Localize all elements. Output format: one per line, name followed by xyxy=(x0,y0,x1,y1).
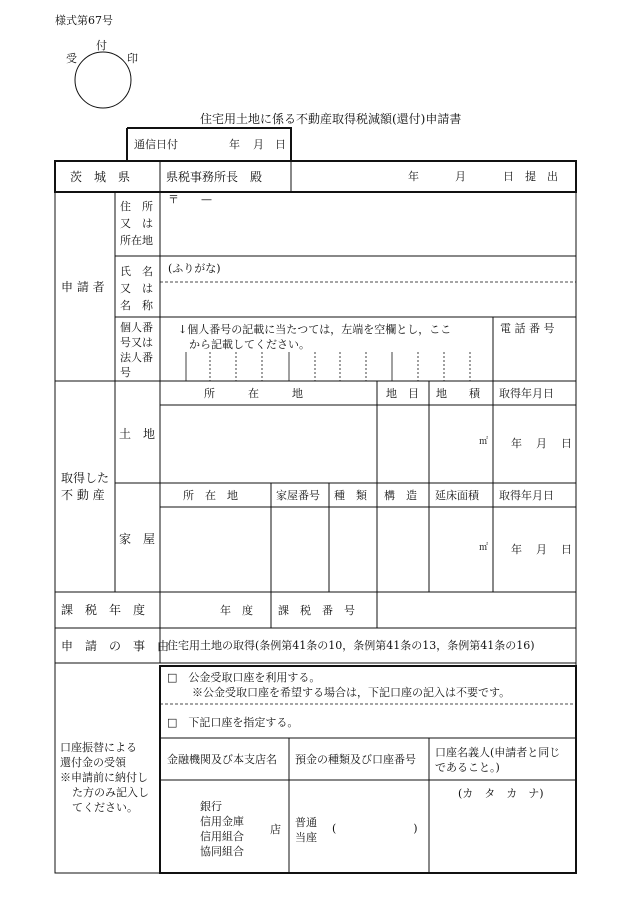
land-header-location: 所 在 地 xyxy=(204,387,303,400)
house-header-number: 家屋番号 xyxy=(276,489,320,502)
submit-date-month: 月 xyxy=(455,170,466,183)
land-location-input[interactable] xyxy=(162,407,375,481)
bank-type-list: 銀行 信用金庫 信用組合 協同組合 xyxy=(200,800,244,858)
name-input[interactable] xyxy=(162,284,574,315)
reception-stamp-circle xyxy=(75,52,131,108)
tax-office-addressee: 県税事務所長 殿 xyxy=(166,170,263,184)
form-outer-border xyxy=(55,161,576,192)
land-acquired-day: 日 xyxy=(561,437,572,450)
house-header-floor-area: 延床面積 xyxy=(435,489,479,502)
furigana-label: (ふりがな) xyxy=(168,262,221,275)
tax-year-input[interactable] xyxy=(162,594,217,626)
land-category-input[interactable] xyxy=(379,407,427,481)
house-type-input[interactable] xyxy=(331,509,375,590)
designate-account-option[interactable]: □ 下記口座を指定する。 xyxy=(167,716,299,729)
name-label: 氏 名 又 は 名 称 xyxy=(120,265,153,312)
account-type-list: 普通 当座 xyxy=(295,816,317,844)
prefecture-name: 茨 城 県 xyxy=(70,170,131,184)
land-header-category: 地 目 xyxy=(386,387,419,400)
transmission-date-year: 年 xyxy=(229,138,240,151)
land-header-area: 地 積 xyxy=(436,387,480,400)
tax-number-label: 課 税 番 号 xyxy=(278,604,355,617)
submit-date-day: 日 提 出 xyxy=(503,170,558,183)
house-location-input[interactable] xyxy=(162,509,269,590)
furigana-input[interactable] xyxy=(240,258,574,280)
form-number: 様式第67号 xyxy=(55,14,113,27)
id-number-note: ↓個人番号の記載に当たつては，左端を空欄とし，ここ から記載してください。 xyxy=(178,323,452,351)
land-acquired-month: 月 xyxy=(536,437,547,450)
public-account-note: ※公金受取口座を希望する場合は，下記口座の記入は不要です。 xyxy=(192,686,511,699)
account-holder-input[interactable] xyxy=(431,803,574,871)
house-acquired-day: 日 xyxy=(561,543,572,556)
reason-text: 住宅用土地の取得(条例第41条の10，条例第41条の13，条例第41条の16) xyxy=(167,639,535,652)
tax-year-unit: 年 度 xyxy=(220,604,253,617)
house-area-unit: ㎡ xyxy=(479,543,489,553)
house-header-location: 所 在 地 xyxy=(183,489,238,502)
transmission-date-label: 通信日付 xyxy=(134,138,178,151)
house-header-structure: 構 造 xyxy=(384,489,417,502)
land-area-unit: ㎡ xyxy=(479,437,489,447)
account-column-header: 預金の種類及び口座番号 xyxy=(295,753,416,766)
reason-label: 申 請 の 事 由 xyxy=(61,639,170,653)
phone-input[interactable] xyxy=(495,340,574,380)
id-number-label: 個人番 号又は 法人番 号 xyxy=(120,321,153,379)
refund-section-label: 口座振替による 還付金の受領 ※申請前に納付し た方のみ記入し てください。 xyxy=(60,741,149,814)
land-label: 土 地 xyxy=(119,427,156,441)
house-header-acquired-date: 取得年月日 xyxy=(499,489,554,502)
holder-column-header: 口座名義人(申請者と同じ であること。) xyxy=(435,746,561,774)
katakana-label: (カ タ カ ナ) xyxy=(458,787,544,800)
address-input[interactable] xyxy=(162,208,574,254)
form-title: 住宅用土地に係る不動産取得税減額(還付)申請書 xyxy=(200,112,462,126)
tax-number-input[interactable] xyxy=(379,594,574,626)
property-section-label: 取得した 不 動 産 xyxy=(61,471,110,502)
house-acquired-year: 年 xyxy=(511,543,522,556)
transmission-date-day: 日 xyxy=(275,138,286,151)
applicant-section-label: 申 請 者 xyxy=(61,280,105,294)
stamp-label-top: 付 xyxy=(96,39,107,52)
house-number-input[interactable] xyxy=(273,509,327,590)
account-number-field[interactable]: ( ) xyxy=(332,822,418,835)
house-header-type: 種 類 xyxy=(334,489,367,502)
submit-date-year: 年 xyxy=(408,170,419,183)
land-acquired-year: 年 xyxy=(511,437,522,450)
bank-name-input[interactable] xyxy=(162,782,198,871)
postal-code-mark: 〒 — xyxy=(168,193,212,206)
house-structure-input[interactable] xyxy=(379,509,427,590)
id-number-input[interactable] xyxy=(162,352,492,380)
public-account-option[interactable]: □ 公金受取口座を利用する。 xyxy=(167,671,321,684)
house-label: 家 屋 xyxy=(119,532,156,546)
phone-label: 電 話 番 号 xyxy=(500,322,555,335)
tax-year-label: 課 税 年 度 xyxy=(61,603,146,617)
stamp-label-left: 受 xyxy=(66,52,77,65)
house-acquired-month: 月 xyxy=(536,543,547,556)
transmission-date-month: 月 xyxy=(253,138,264,151)
stamp-label-right: 印 xyxy=(127,52,138,65)
branch-suffix: 店 xyxy=(270,823,281,836)
land-header-acquired-date: 取得年月日 xyxy=(499,387,554,400)
bank-column-header: 金融機関及び本支店名 xyxy=(167,753,277,766)
address-label: 住 所 又 は 所在地 xyxy=(120,200,153,247)
